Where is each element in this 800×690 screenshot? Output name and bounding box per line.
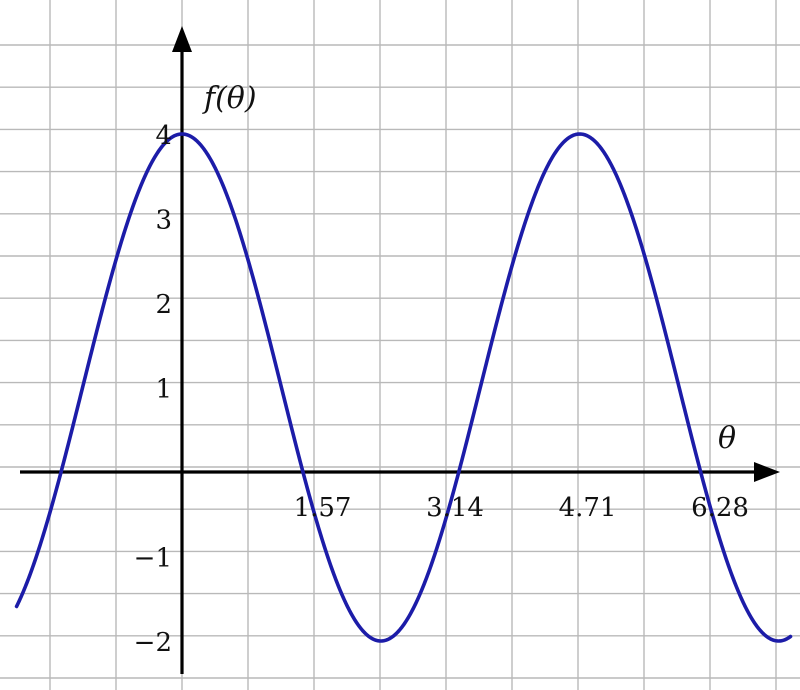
x-tick-label: 4.71 xyxy=(558,493,617,523)
y-tick-label: 2 xyxy=(155,290,172,320)
y-axis-arrowhead xyxy=(172,26,192,52)
curve-group xyxy=(17,134,791,641)
series-line xyxy=(17,134,791,641)
x-tick-label: 6.28 xyxy=(691,493,749,523)
x-tick-label: 3.14 xyxy=(426,493,484,523)
y-tick-label: −2 xyxy=(133,628,172,658)
y-tick-label: 3 xyxy=(155,205,172,236)
y-tick-label: 4 xyxy=(155,121,172,151)
tick-labels xyxy=(134,121,749,658)
axes xyxy=(20,26,780,674)
y-axis-title: f(θ) xyxy=(204,81,257,116)
y-tick-label: 1 xyxy=(155,374,172,405)
x-axis-title: θ xyxy=(718,421,737,456)
y-tick-label: −1 xyxy=(133,543,172,574)
x-tick-label: 1.57 xyxy=(293,493,352,523)
